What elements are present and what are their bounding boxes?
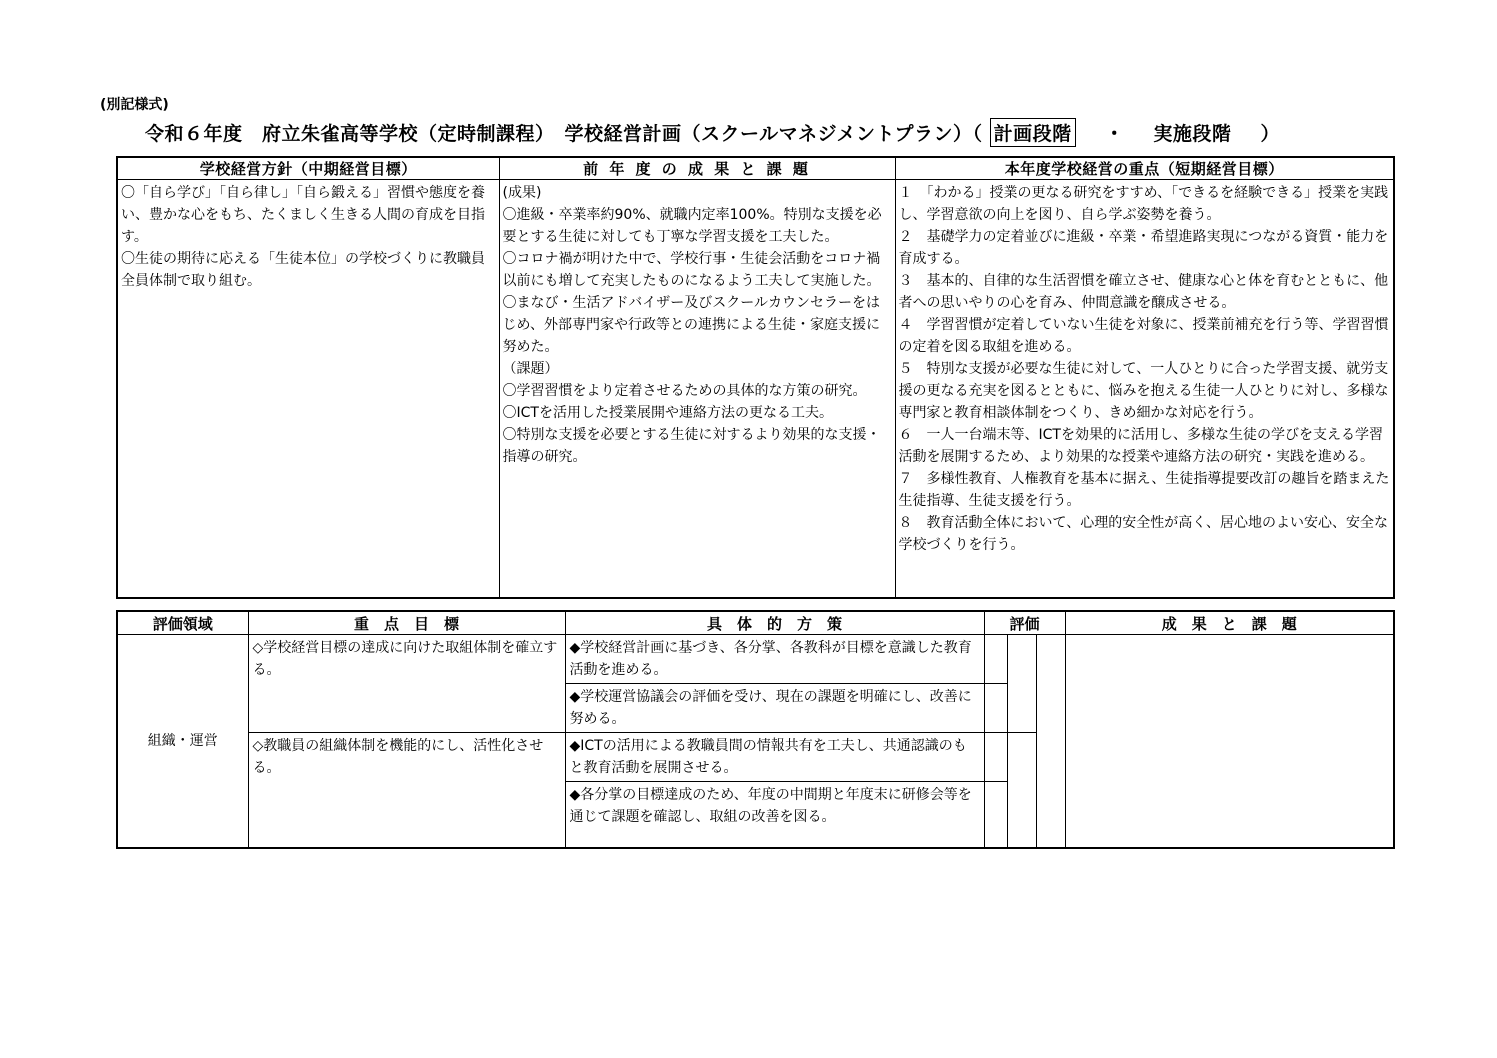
header-previous-year: 前 年 度 の 成 果 と 課 題	[499, 157, 895, 180]
priority-item: ３ 基本的、自律的な生活習慣を確立させ、健康な心と体を育むとともに、他者への思いやりの心を育み、仲間意識を醸成させる。	[898, 273, 1389, 311]
policy-item: 〇生徒の期待に応える「生徒本位」の学校づくりに教職員全員体制で取り組む。	[121, 251, 485, 289]
title-main: 令和６年度 府立朱雀高等学校（定時制課程） 学校経営計画（スクールマネジメントプラン）（	[145, 123, 983, 145]
header-policy: 学校経営方針（中期経営目標）	[117, 157, 499, 180]
previous-year-cell	[499, 180, 895, 599]
policy-item: 〇「自ら学び」「自ら律し」「自ら鍛える」習慣や態度を養い、豊かな心をもち、たくましく生きる人間の育成を目指す。	[121, 185, 485, 245]
header-goal: 重 点 目 標	[248, 611, 565, 635]
goal-cell: ◇教職員の組織体制を機能的にし、活性化させる。	[248, 733, 565, 848]
evaluation-table	[116, 610, 1395, 849]
priority-item: ２ 基礎学力の定着並びに進級・卒業・希望進路実現につながる資質・能力を育成する。	[898, 229, 1389, 267]
evaluation-cell[interactable]	[984, 684, 1007, 733]
page-title	[145, 118, 1280, 147]
form-label: (別記様式)	[100, 97, 169, 113]
result-item: 〇コロナ禍が明けた中で、学校行事・生徒会活動をコロナ禍以前にも増して充実したものになるよう工夫して実施した。	[502, 251, 881, 289]
goal-cell: ◇学校経営目標の達成に向けた取組体制を確立する。	[248, 635, 565, 733]
header-priorities: 本年度学校経営の重点（短期経営目標）	[895, 157, 1394, 180]
header-evaluation: 評価	[984, 611, 1065, 635]
evaluation-cell[interactable]	[1036, 635, 1065, 848]
evaluation-cell[interactable]	[1007, 733, 1036, 848]
priority-item: ６ 一人一台端末等、ICTを効果的に活用し、多様な生徒の学びを支える学習活動を展開するため、より効果的な授業や連絡方法の研究・実践を進める。	[898, 427, 1383, 465]
evaluation-cell[interactable]	[1007, 635, 1036, 733]
issue-item: 〇学習習慣をより定着させるための具体的な方策の研究。	[502, 383, 867, 399]
priority-item: ５ 特別な支援が必要な生徒に対して、一人ひとりに合った学習支援、就労支援の更なる充実を図るとともに、悩みを抱える生徒一人ひとりに対し、多様な専門家と教育相談体制をつくり、きめ細かな対応を行う。	[898, 361, 1389, 421]
header-area: 評価領域	[117, 611, 248, 635]
evaluation-cell[interactable]	[984, 733, 1007, 782]
evaluation-cell[interactable]	[984, 782, 1007, 848]
stage-planning-option[interactable]: 計画段階	[990, 118, 1076, 147]
priority-item: ４ 学習習慣が定着していない生徒を対象に、授業前補充を行う等、学習習慣の定着を図る取組を進める。	[898, 317, 1389, 355]
priority-item: ７ 多様性教育、人権教育を基本に据え、生徒指導提要改訂の趣旨を踏まえた生徒指導、生徒支援を行う。	[898, 471, 1390, 509]
result-item: 〇進級・卒業率約90%、就職内定率100%。特別な支援を必要とする生徒に対しても丁寧な学習支援を工夫した。	[502, 207, 882, 245]
issue-heading: （課題）	[502, 361, 559, 377]
evaluation-cell[interactable]	[984, 635, 1007, 684]
area-cell: 組織・運営	[117, 635, 248, 848]
issue-item: 〇特別な支援を必要とする生徒に対するより効果的な支援・指導の研究。	[502, 427, 881, 465]
issue-item: 〇ICTを活用した授業展開や連絡方法の更なる工夫。	[502, 405, 833, 421]
title-close: ）	[1260, 123, 1281, 145]
plan-table	[116, 156, 1395, 599]
priority-item: １ 「わかる」授業の更なる研究をすすめ、「できるを経験できる」授業を実践し、学習意欲の向上を図り、自ら学ぶ姿勢を養う。	[898, 185, 1389, 223]
measure-cell: ◆各分掌の目標達成のため、年度の中間期と年度末に研修会等を通じて課題を確認し、取組の改善を図る。	[565, 782, 984, 848]
policy-cell	[117, 180, 499, 599]
stage-separator: ・	[1104, 123, 1125, 145]
stage-implementation-option[interactable]: 実施段階	[1153, 123, 1232, 145]
result-heading: (成果)	[502, 185, 542, 201]
measure-cell: ◆ICTの活用による教職員間の情報共有を工夫し、共通認識のもと教育活動を展開させる。	[565, 733, 984, 782]
priority-item: ８ 教育活動全体において、心理的安全性が高く、居心地のよい安心、安全な学校づくりを行う。	[898, 515, 1388, 553]
header-results: 成 果 と 課 題	[1065, 611, 1394, 635]
measure-cell: ◆学校経営計画に基づき、各分掌、各教科が目標を意識した教育活動を進める。	[565, 635, 984, 684]
header-measures: 具 体 的 方 策	[565, 611, 984, 635]
measure-cell: ◆学校運営協議会の評価を受け、現在の課題を明確にし、改善に努める。	[565, 684, 984, 733]
result-item: 〇まなび・生活アドバイザー及びスクールカウンセラーをはじめ、外部専門家や行政等との連携による生徒・家庭支援に努めた。	[502, 295, 880, 355]
priorities-cell	[895, 180, 1394, 599]
results-cell[interactable]	[1065, 635, 1394, 848]
